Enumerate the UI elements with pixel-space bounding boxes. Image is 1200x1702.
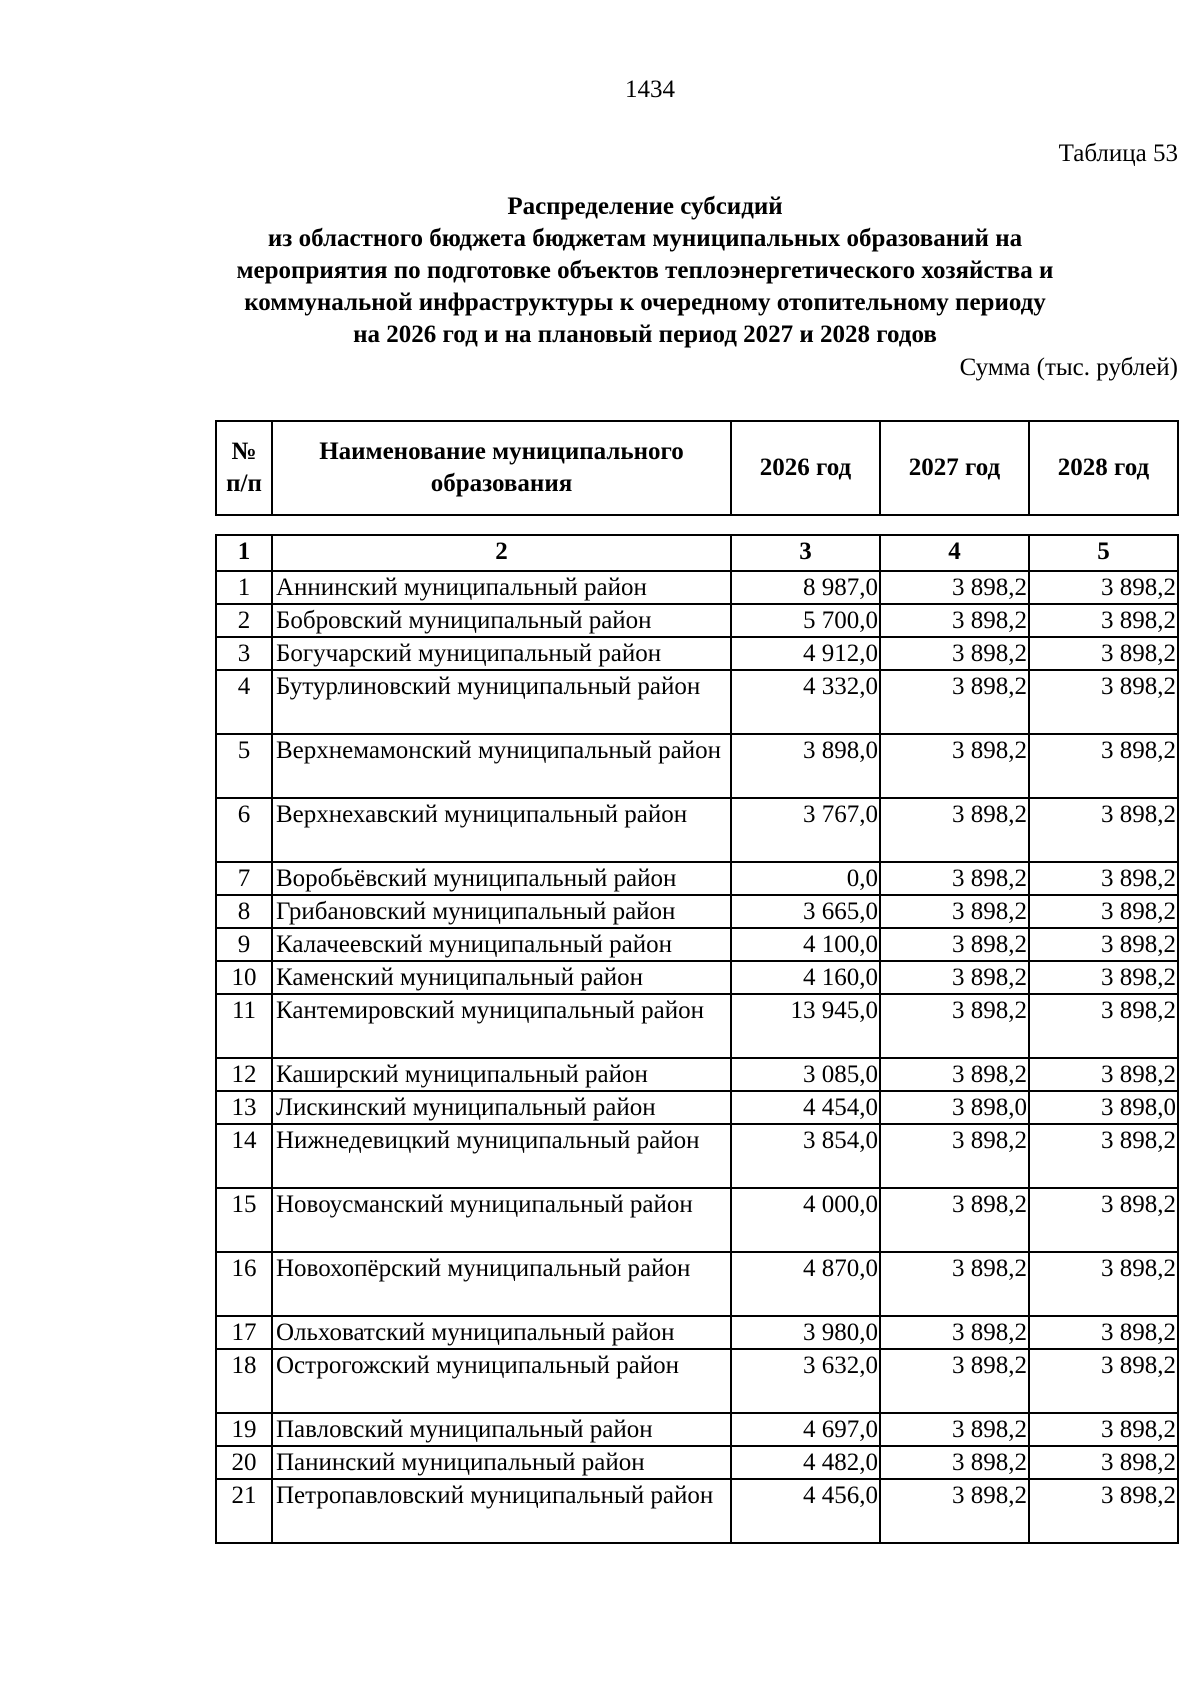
amount-2026: 4 454,0: [731, 1091, 880, 1124]
column-number: 1: [216, 535, 272, 571]
row-number: 7: [216, 862, 272, 895]
amount-2028: 3 898,2: [1029, 798, 1178, 862]
row-number: 16: [216, 1252, 272, 1316]
column-number: 5: [1029, 535, 1178, 571]
table-label: Таблица 53: [1058, 140, 1178, 167]
municipality-name: Петропавловский муниципальный район: [272, 1479, 731, 1543]
amount-2027: 3 898,2: [880, 1479, 1029, 1543]
amount-2027: 3 898,2: [880, 928, 1029, 961]
title-line: Распределение субсидий: [507, 193, 783, 220]
amount-2028: 3 898,2: [1029, 1413, 1178, 1446]
amount-2028: 3 898,2: [1029, 1058, 1178, 1091]
data-table: [215, 534, 1179, 1544]
row-number: 10: [216, 961, 272, 994]
amount-2027: 3 898,2: [880, 1446, 1029, 1479]
municipality-name: Богучарский муниципальный район: [272, 637, 731, 670]
amount-2028: 3 898,0: [1029, 1091, 1178, 1124]
header-name: Наименование муниципального образования: [272, 421, 731, 515]
amount-2026: 4 870,0: [731, 1252, 880, 1316]
row-number: 6: [216, 798, 272, 862]
amount-2026: 3 632,0: [731, 1349, 880, 1413]
municipality-name: Нижнедевицкий муниципальный район: [272, 1124, 731, 1188]
table-row: [216, 1413, 1178, 1446]
table-row: [216, 1446, 1178, 1479]
amount-2027: 3 898,2: [880, 798, 1029, 862]
amount-2026: 5 700,0: [731, 604, 880, 637]
table-row: [216, 1252, 1178, 1316]
title-line: коммунальной инфраструктуры к очередному отопительному периоду: [244, 289, 1046, 316]
amount-2026: 3 898,0: [731, 734, 880, 798]
units-note: Сумма (тыс. рублей): [959, 354, 1178, 381]
amount-2028: 3 898,2: [1029, 928, 1178, 961]
row-number: 19: [216, 1413, 272, 1446]
row-number: 20: [216, 1446, 272, 1479]
row-number: 3: [216, 637, 272, 670]
header-2028: 2028 год: [1029, 421, 1178, 515]
amount-2027: 3 898,2: [880, 1188, 1029, 1252]
amount-2028: 3 898,2: [1029, 1252, 1178, 1316]
amount-2026: 4 160,0: [731, 961, 880, 994]
amount-2027: 3 898,2: [880, 961, 1029, 994]
amount-2028: 3 898,2: [1029, 1188, 1178, 1252]
header-num: № п/п: [216, 421, 272, 515]
row-number: 5: [216, 734, 272, 798]
amount-2026: 4 456,0: [731, 1479, 880, 1543]
amount-2027: 3 898,2: [880, 994, 1029, 1058]
table-row: [216, 1316, 1178, 1349]
header-2026: 2026 год: [731, 421, 880, 515]
document-title: [205, 191, 1085, 351]
amount-2027: 3 898,2: [880, 670, 1029, 734]
column-numbers-row: [216, 535, 1178, 571]
amount-2027: 3 898,2: [880, 637, 1029, 670]
amount-2028: 3 898,2: [1029, 1446, 1178, 1479]
amount-2028: 3 898,2: [1029, 994, 1178, 1058]
row-number: 15: [216, 1188, 272, 1252]
municipality-name: Калачеевский муниципальный район: [272, 928, 731, 961]
page-number: 1434: [625, 76, 675, 103]
table-row: [216, 862, 1178, 895]
table-row: [216, 604, 1178, 637]
amount-2028: 3 898,2: [1029, 734, 1178, 798]
amount-2026: 4 912,0: [731, 637, 880, 670]
amount-2027: 3 898,2: [880, 571, 1029, 604]
table-row: [216, 961, 1178, 994]
amount-2027: 3 898,2: [880, 1413, 1029, 1446]
table-row: [216, 798, 1178, 862]
amount-2026: 4 482,0: [731, 1446, 880, 1479]
municipality-name: Воробьёвский муниципальный район: [272, 862, 731, 895]
amount-2026: 3 854,0: [731, 1124, 880, 1188]
municipality-name: Верхнемамонский муниципальный район: [272, 734, 731, 798]
table-row: [216, 1479, 1178, 1543]
amount-2026: 3 665,0: [731, 895, 880, 928]
table-row: [216, 1188, 1178, 1252]
municipality-name: Грибановский муниципальный район: [272, 895, 731, 928]
row-number: 11: [216, 994, 272, 1058]
amount-2028: 3 898,2: [1029, 1349, 1178, 1413]
amount-2026: 4 000,0: [731, 1188, 880, 1252]
title-line: мероприятия по подготовке объектов теплоэнергетического хозяйства и: [236, 257, 1054, 284]
table-row: [216, 571, 1178, 604]
amount-2027: 3 898,2: [880, 895, 1029, 928]
amount-2028: 3 898,2: [1029, 1316, 1178, 1349]
municipality-name: Новоусманский муниципальный район: [272, 1188, 731, 1252]
table-row: [216, 895, 1178, 928]
amount-2026: 0,0: [731, 862, 880, 895]
municipality-name: Павловский муниципальный район: [272, 1413, 731, 1446]
header-2027: 2027 год: [880, 421, 1029, 515]
table-row: [216, 637, 1178, 670]
amount-2026: 4 332,0: [731, 670, 880, 734]
row-number: 8: [216, 895, 272, 928]
amount-2027: 3 898,0: [880, 1091, 1029, 1124]
table-row: [216, 1091, 1178, 1124]
table-row: [216, 1124, 1178, 1188]
row-number: 4: [216, 670, 272, 734]
amount-2026: 3 980,0: [731, 1316, 880, 1349]
amount-2027: 3 898,2: [880, 862, 1029, 895]
amount-2028: 3 898,2: [1029, 895, 1178, 928]
amount-2026: 3 767,0: [731, 798, 880, 862]
amount-2028: 3 898,2: [1029, 1479, 1178, 1543]
amount-2028: 3 898,2: [1029, 670, 1178, 734]
municipality-name: Бобровский муниципальный район: [272, 604, 731, 637]
amount-2028: 3 898,2: [1029, 862, 1178, 895]
amount-2027: 3 898,2: [880, 1316, 1029, 1349]
column-number: 4: [880, 535, 1029, 571]
table-row: [216, 1058, 1178, 1091]
row-number: 12: [216, 1058, 272, 1091]
amount-2026: 3 085,0: [731, 1058, 880, 1091]
amount-2026: 4 697,0: [731, 1413, 880, 1446]
municipality-name: Каменский муниципальный район: [272, 961, 731, 994]
municipality-name: Панинский муниципальный район: [272, 1446, 731, 1479]
row-number: 9: [216, 928, 272, 961]
amount-2026: 13 945,0: [731, 994, 880, 1058]
row-number: 1: [216, 571, 272, 604]
amount-2027: 3 898,2: [880, 1058, 1029, 1091]
municipality-name: Острогожский муниципальный район: [272, 1349, 731, 1413]
municipality-name: Кантемировский муниципальный район: [272, 994, 731, 1058]
table-row: [216, 928, 1178, 961]
municipality-name: Бутурлиновский муниципальный район: [272, 670, 731, 734]
table-header: [215, 420, 1179, 516]
table-row: [216, 734, 1178, 798]
row-number: 14: [216, 1124, 272, 1188]
municipality-name: Лискинский муниципальный район: [272, 1091, 731, 1124]
column-number: 2: [272, 535, 731, 571]
municipality-name: Новохопёрский муниципальный район: [272, 1252, 731, 1316]
row-number: 13: [216, 1091, 272, 1124]
amount-2027: 3 898,2: [880, 1349, 1029, 1413]
table-row: [216, 994, 1178, 1058]
amount-2028: 3 898,2: [1029, 604, 1178, 637]
row-number: 21: [216, 1479, 272, 1543]
title-line: из областного бюджета бюджетам муниципальных образований на: [267, 225, 1023, 252]
column-number: 3: [731, 535, 880, 571]
amount-2028: 3 898,2: [1029, 1124, 1178, 1188]
amount-2027: 3 898,2: [880, 734, 1029, 798]
municipality-name: Аннинский муниципальный район: [272, 571, 731, 604]
amount-2028: 3 898,2: [1029, 637, 1178, 670]
row-number: 18: [216, 1349, 272, 1413]
title-line: на 2026 год и на плановый период 2027 и 2028 годов: [353, 321, 937, 348]
amount-2027: 3 898,2: [880, 1252, 1029, 1316]
amount-2026: 8 987,0: [731, 571, 880, 604]
table-row: [216, 670, 1178, 734]
table-row: [216, 1349, 1178, 1413]
amount-2027: 3 898,2: [880, 604, 1029, 637]
amount-2026: 4 100,0: [731, 928, 880, 961]
municipality-name: Верхнехавский муниципальный район: [272, 798, 731, 862]
amount-2027: 3 898,2: [880, 1124, 1029, 1188]
amount-2028: 3 898,2: [1029, 571, 1178, 604]
amount-2028: 3 898,2: [1029, 961, 1178, 994]
row-number: 2: [216, 604, 272, 637]
municipality-name: Ольховатский муниципальный район: [272, 1316, 731, 1349]
row-number: 17: [216, 1316, 272, 1349]
municipality-name: Каширский муниципальный район: [272, 1058, 731, 1091]
